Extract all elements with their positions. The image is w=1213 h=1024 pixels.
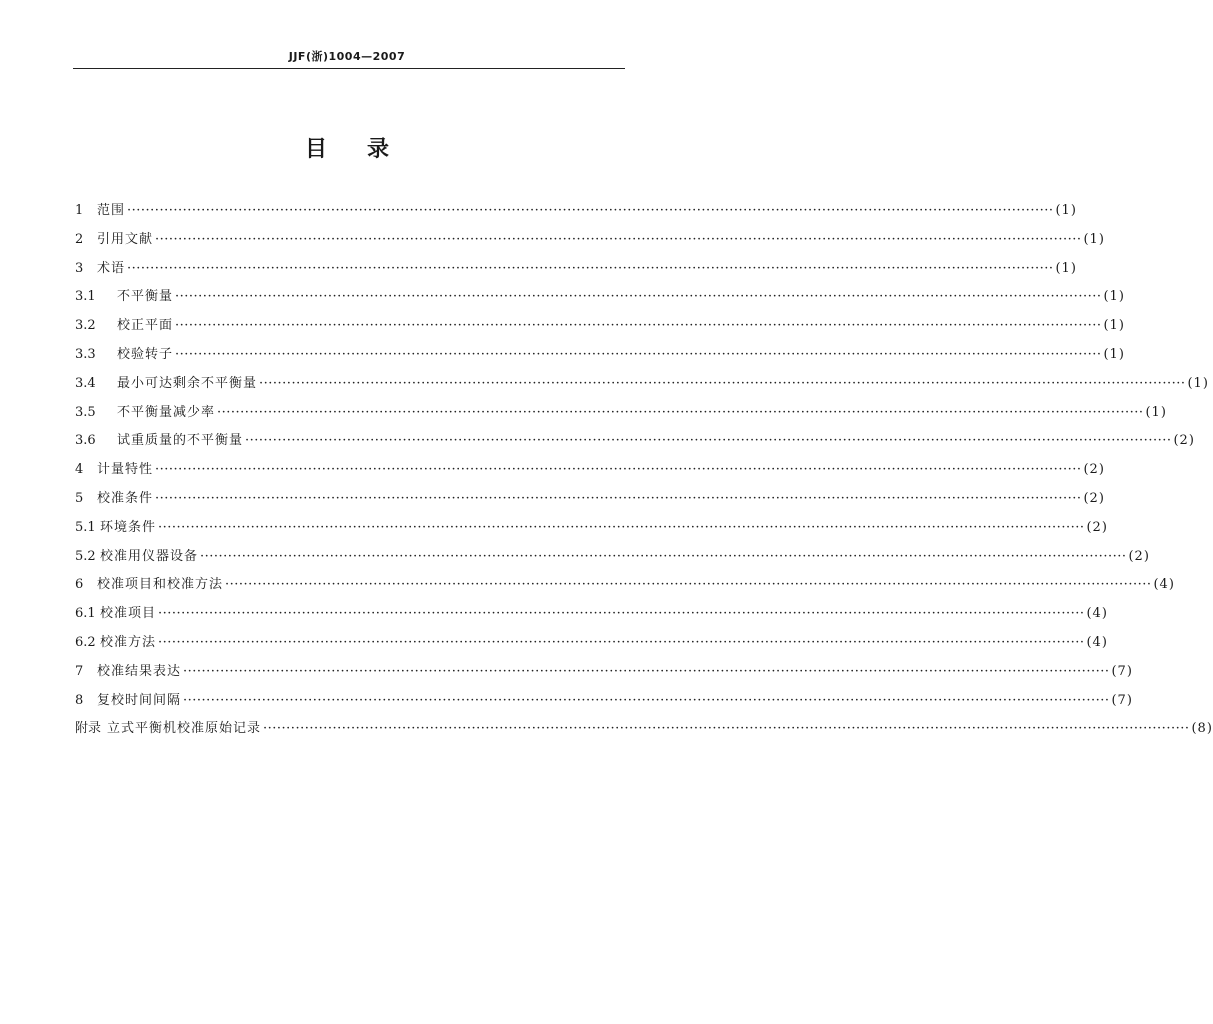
- toc-entry-title: 不平衡量减少率: [117, 404, 216, 420]
- toc-entry-page: (1): [1083, 231, 1105, 247]
- toc-entry-number: 3.6: [75, 433, 96, 449]
- toc-entry-title: 立式平衡机校准原始记录: [107, 721, 262, 737]
- header-rule: [73, 68, 625, 69]
- toc-dot-leader: ········································································································································································································: [175, 318, 1102, 334]
- toc-entry[interactable]: [75, 230, 1105, 259]
- toc-dot-leader: ········································································································································································································: [217, 404, 1144, 420]
- toc-entry-number: 8: [75, 692, 84, 708]
- toc-entry-number: 3.2: [75, 318, 96, 334]
- toc-dot-leader: ········································································································································································································: [245, 433, 1172, 449]
- toc-entry[interactable]: [75, 403, 1167, 432]
- toc-entry-title: 校准项目: [100, 606, 157, 622]
- table-of-contents: [75, 201, 1213, 748]
- toc-dot-leader: ········································································································································································································: [158, 606, 1085, 622]
- toc-entry[interactable]: [75, 460, 1105, 489]
- toc-entry-page: (1): [1055, 260, 1077, 276]
- toc-entry[interactable]: [75, 374, 1209, 403]
- toc-entry-title: 复校时间间隔: [97, 692, 182, 708]
- toc-entry-title: 最小可达剩余不平衡量: [117, 375, 258, 391]
- toc-entry-title: 术语: [97, 260, 126, 276]
- toc-entry[interactable]: [75, 431, 1195, 460]
- toc-entry[interactable]: [75, 316, 1125, 345]
- toc-entry-title: 计量特性: [97, 462, 154, 478]
- toc-entry-title: 校准结果表达: [97, 663, 182, 679]
- toc-entry-number: 4: [75, 462, 84, 478]
- toc-dot-leader: ········································································································································································································: [183, 663, 1110, 679]
- toc-entry[interactable]: [75, 604, 1108, 633]
- toc-entry-number: 3.5: [75, 404, 96, 420]
- toc-entry-title: 校准条件: [97, 490, 154, 506]
- toc-entry-number: 5.1: [75, 519, 96, 535]
- toc-entry-number: 6: [75, 577, 84, 593]
- toc-entry-number: 3.1: [75, 289, 96, 305]
- toc-entry-title: 校准方法: [100, 634, 157, 650]
- toc-entry-page: (7): [1111, 663, 1133, 679]
- toc-entry-page: (4): [1086, 606, 1108, 622]
- toc-entry[interactable]: [75, 719, 1213, 748]
- toc-entry-title: 校准项目和校准方法: [97, 577, 224, 593]
- toc-entry-number: 5: [75, 490, 84, 506]
- toc-dot-leader: ········································································································································································································: [155, 231, 1082, 247]
- toc-entry[interactable]: [75, 662, 1133, 691]
- toc-entry-number: 2: [75, 231, 84, 247]
- toc-entry-number: 6.1: [75, 606, 96, 622]
- toc-dot-leader: ········································································································································································································: [263, 721, 1190, 737]
- toc-entry[interactable]: [75, 259, 1077, 288]
- toc-entry-number: 1: [75, 203, 84, 218]
- toc-entry-number: 3.4: [75, 375, 96, 391]
- page-title: 目录: [304, 137, 429, 162]
- toc-entry[interactable]: [75, 345, 1125, 374]
- toc-dot-leader: ········································································································································································································: [127, 203, 1054, 218]
- toc-entry-page: (2): [1083, 462, 1105, 478]
- toc-dot-leader: ········································································································································································································: [200, 548, 1127, 564]
- toc-entry-number: 3: [75, 260, 84, 276]
- toc-dot-leader: ········································································································································································································: [175, 346, 1102, 362]
- toc-entry-number: 附录: [75, 721, 102, 737]
- toc-dot-leader: ········································································································································································································: [158, 634, 1085, 650]
- toc-entry-page: (1): [1187, 375, 1209, 391]
- toc-entry[interactable]: [75, 518, 1108, 547]
- toc-entry[interactable]: [75, 633, 1108, 662]
- toc-entry-page: (7): [1111, 692, 1133, 708]
- toc-dot-leader: ········································································································································································································: [175, 289, 1102, 305]
- toc-entry-page: (2): [1086, 519, 1108, 535]
- toc-dot-leader: ········································································································································································································: [158, 519, 1085, 535]
- toc-dot-leader: ········································································································································································································: [183, 692, 1110, 708]
- toc-dot-leader: ········································································································································································································: [225, 577, 1152, 593]
- toc-entry-title: 环境条件: [100, 519, 157, 535]
- toc-entry-page: (4): [1086, 634, 1108, 650]
- toc-entry-title: 引用文献: [97, 231, 154, 247]
- toc-entry-page: (8): [1191, 721, 1213, 737]
- toc-entry-title: 范围: [97, 203, 126, 218]
- toc-dot-leader: ········································································································································································································: [155, 462, 1082, 478]
- toc-entry-page: (1): [1103, 289, 1125, 305]
- toc-entry-number: 6.2: [75, 634, 96, 650]
- toc-entry-page: (2): [1173, 433, 1195, 449]
- toc-entry-number: 3.3: [75, 346, 96, 362]
- toc-entry-title: 校准用仪器设备: [100, 548, 199, 564]
- toc-entry[interactable]: [75, 575, 1175, 604]
- toc-entry-title: 试重质量的不平衡量: [117, 433, 244, 449]
- toc-entry-page: (2): [1128, 548, 1150, 564]
- toc-entry-page: (1): [1103, 346, 1125, 362]
- toc-entry[interactable]: [75, 201, 1077, 230]
- toc-entry-page: (1): [1145, 404, 1167, 420]
- toc-entry-page: (1): [1103, 318, 1125, 334]
- toc-entry[interactable]: [75, 547, 1150, 576]
- toc-entry-page: (1): [1055, 203, 1077, 218]
- toc-entry-title: 校正平面: [117, 318, 174, 334]
- toc-entry-number: 7: [75, 663, 84, 679]
- toc-entry-page: (4): [1153, 577, 1175, 593]
- toc-entry-title: 校验转子: [117, 346, 174, 362]
- toc-dot-leader: ········································································································································································································: [155, 490, 1082, 506]
- toc-entry-title: 不平衡量: [117, 289, 174, 305]
- standard-code-header: JJF(浙)1004—2007: [288, 50, 406, 63]
- toc-entry-page: (2): [1083, 490, 1105, 506]
- toc-entry[interactable]: [75, 489, 1105, 518]
- toc-dot-leader: ········································································································································································································: [127, 260, 1054, 276]
- toc-entry[interactable]: [75, 691, 1133, 720]
- toc-entry-number: 5.2: [75, 548, 96, 564]
- toc-dot-leader: ········································································································································································································: [259, 375, 1186, 391]
- toc-entry[interactable]: [75, 287, 1125, 316]
